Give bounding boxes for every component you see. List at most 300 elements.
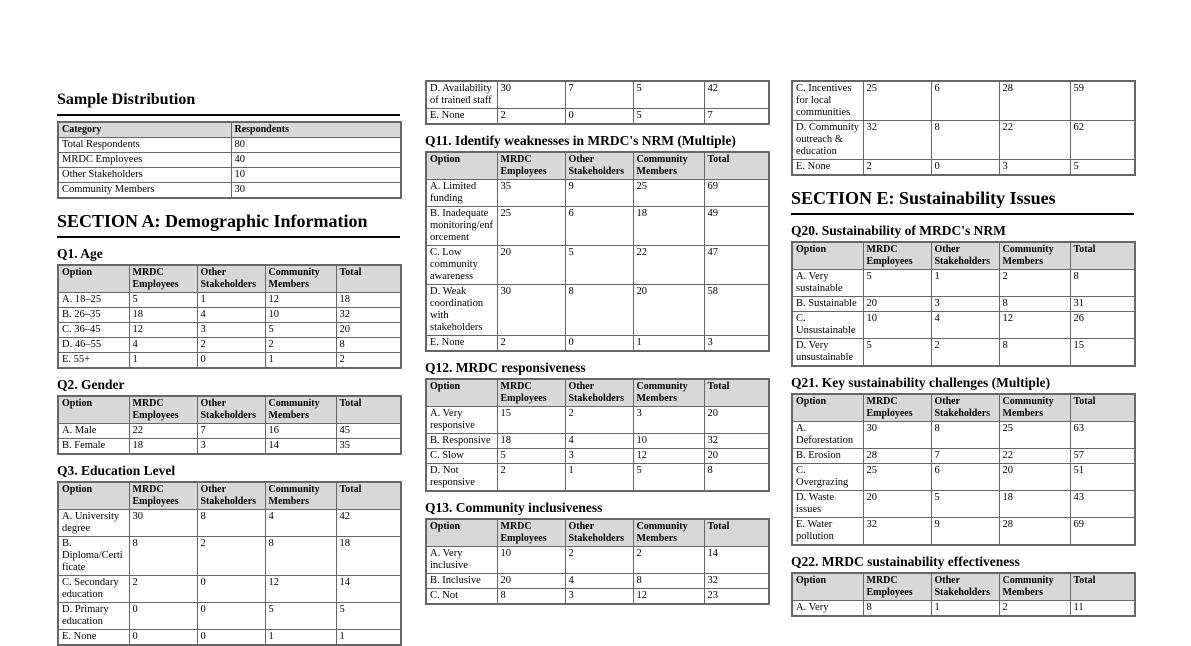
heading-q2-gender: Q2. Gender	[57, 377, 125, 392]
table-cell: 4	[565, 574, 633, 589]
column-header-cell: Other Stakeholders	[565, 519, 633, 547]
table-row	[792, 449, 1135, 464]
table-header-row	[58, 396, 401, 424]
table-row	[58, 308, 401, 323]
table-header-row	[426, 152, 769, 180]
table-cell: Total Respondents	[58, 138, 231, 153]
column-header-cell: Other Stakeholders	[931, 242, 999, 270]
column-header-cell: Community Members	[265, 396, 336, 424]
table-q22-effectiveness	[791, 572, 1136, 617]
table-cell: B. Sustainable	[792, 297, 863, 312]
table-cell: 4	[129, 338, 197, 353]
heading-q20-sustainability: Q20. Sustainability of MRDC's NRM	[791, 223, 1006, 238]
table-cell: 1	[633, 336, 704, 352]
table-row	[58, 353, 401, 369]
table-cell: 6	[931, 464, 999, 491]
table-cell: 59	[1070, 81, 1135, 121]
table-cell: D. Weak coordination with stakeholders	[426, 285, 497, 336]
column-right	[791, 80, 1134, 617]
table-cell: 7	[704, 109, 769, 125]
table-cell: D. Not responsive	[426, 464, 497, 492]
column-header-cell: Total	[704, 379, 769, 407]
table-cell: E. 55+	[58, 353, 129, 369]
table-cell: 32	[863, 518, 931, 546]
table-cell: C. 36–45	[58, 323, 129, 338]
column-header-cell: Community Members	[999, 394, 1070, 422]
table-cell: 1	[265, 353, 336, 369]
table-cell: 20	[704, 449, 769, 464]
table-row	[426, 180, 769, 207]
table-row	[58, 439, 401, 455]
table-cell: 18	[129, 439, 197, 455]
column-header-cell: Other Stakeholders	[197, 396, 265, 424]
table-cell: 18	[336, 537, 401, 576]
table-cell: E. None	[58, 630, 129, 646]
column-header-cell: Other Stakeholders	[931, 394, 999, 422]
table-cell: 6	[931, 81, 999, 121]
table-cell: 2	[931, 339, 999, 367]
table-cell: 10	[863, 312, 931, 339]
table-cell: 5	[633, 81, 704, 109]
table-cell: 5	[633, 464, 704, 492]
table-cell: B. Inclusive	[426, 574, 497, 589]
column-header-cell: Total	[336, 265, 401, 293]
heading-section-e: SECTION E: Sustainability Issues	[791, 188, 1134, 215]
table-cell: C. Unsustainable	[792, 312, 863, 339]
table-row	[792, 270, 1135, 297]
column-header-cell: Total	[336, 396, 401, 424]
table-cell: 2	[197, 338, 265, 353]
table-cell: 2	[197, 537, 265, 576]
table-row	[792, 297, 1135, 312]
table-cell: 1	[197, 293, 265, 308]
column-middle	[425, 80, 768, 605]
table-cell: 3	[999, 160, 1070, 176]
table-cell: B. 26–35	[58, 308, 129, 323]
column-header-cell: Option	[426, 519, 497, 547]
table-cell: 8	[129, 537, 197, 576]
table-row	[792, 312, 1135, 339]
table-cell: 43	[1070, 491, 1135, 518]
heading-q22-effectiveness: Q22. MRDC sustainability effectiveness	[791, 554, 1020, 569]
table-cell: 0	[197, 576, 265, 603]
table-fragment-middle-top	[425, 80, 770, 125]
table-cell: D. Availability of trained staff	[426, 81, 497, 109]
table-q20-sustainability	[791, 241, 1136, 367]
table-cell: 0	[197, 603, 265, 630]
table-cell: 3	[197, 439, 265, 455]
table-cell: 8	[633, 574, 704, 589]
table-cell: D. 46–55	[58, 338, 129, 353]
table-cell: 25	[633, 180, 704, 207]
table-cell: E. Water pollution	[792, 518, 863, 546]
table-row	[426, 407, 769, 434]
heading-q3-education: Q3. Education Level	[57, 463, 176, 478]
table-cell: 30	[129, 510, 197, 537]
table-cell: 5	[1070, 160, 1135, 176]
table-cell: 26	[1070, 312, 1135, 339]
table-cell: B. Inadequate monitoring/enforcement	[426, 207, 497, 246]
table-cell: 8	[999, 339, 1070, 367]
table-cell: 58	[704, 285, 769, 336]
table-cell: 8	[863, 601, 931, 617]
table-cell: 2	[565, 547, 633, 574]
table-cell: 12	[265, 293, 336, 308]
table-row	[792, 81, 1135, 121]
table-cell: 3	[565, 449, 633, 464]
table-cell: B. Responsive	[426, 434, 497, 449]
table-row	[426, 574, 769, 589]
table-cell: 28	[999, 81, 1070, 121]
table-cell: 11	[1070, 601, 1135, 617]
table-cell: 32	[704, 434, 769, 449]
table-cell: C. Overgrazing	[792, 464, 863, 491]
table-row	[58, 168, 401, 183]
table-header-row	[426, 379, 769, 407]
table-cell: 9	[565, 180, 633, 207]
table-cell: B. Female	[58, 439, 129, 455]
table-cell: D. Waste issues	[792, 491, 863, 518]
table-cell: 2	[336, 353, 401, 369]
table-cell: 8	[704, 464, 769, 492]
table-row	[792, 491, 1135, 518]
column-header-cell: MRDC Employees	[129, 396, 197, 424]
table-row	[426, 207, 769, 246]
table-cell: MRDC Employees	[58, 153, 231, 168]
table-cell: 0	[565, 109, 633, 125]
table-cell: 10	[633, 434, 704, 449]
table-row	[58, 630, 401, 646]
table-row	[426, 336, 769, 352]
table-row	[426, 109, 769, 125]
column-header-cell: Option	[792, 242, 863, 270]
table-cell: 47	[704, 246, 769, 285]
table-cell: A. Limited funding	[426, 180, 497, 207]
table-header-row	[792, 242, 1135, 270]
table-cell: A. Male	[58, 424, 129, 439]
heading-q11-weaknesses: Q11. Identify weaknesses in MRDC's NRM (Multiple)	[425, 133, 736, 148]
table-header-row	[58, 482, 401, 510]
column-header-cell: MRDC Employees	[497, 152, 565, 180]
column-header-cell: Other Stakeholders	[565, 379, 633, 407]
table-cell: 30	[497, 81, 565, 109]
table-cell: A. Very sustainable	[792, 270, 863, 297]
table-cell: 20	[633, 285, 704, 336]
table-cell: 30	[497, 285, 565, 336]
column-header-cell: Total	[704, 519, 769, 547]
column-header-cell: Other Stakeholders	[197, 482, 265, 510]
table-cell: 30	[863, 422, 931, 449]
table-cell: B. Diploma/Certificate	[58, 537, 129, 576]
table-cell: 63	[1070, 422, 1135, 449]
table-cell: 18	[129, 308, 197, 323]
column-header-cell: Other Stakeholders	[197, 265, 265, 293]
table-cell: 57	[1070, 449, 1135, 464]
table-row	[426, 464, 769, 492]
table-q3-education	[57, 481, 402, 646]
table-cell: 5	[265, 603, 336, 630]
table-cell: 69	[704, 180, 769, 207]
table-cell: 10	[497, 547, 565, 574]
column-header-cell: Community Members	[633, 152, 704, 180]
table-cell: 20	[863, 297, 931, 312]
table-row	[58, 338, 401, 353]
heading-sample-distribution: Sample Distribution	[57, 91, 400, 116]
table-cell: 35	[497, 180, 565, 207]
table-cell: 8	[265, 537, 336, 576]
table-row	[792, 422, 1135, 449]
table-cell: D. Very unsustainable	[792, 339, 863, 367]
heading-q1-age: Q1. Age	[57, 246, 103, 261]
table-cell: 20	[336, 323, 401, 338]
column-header-cell: Total	[1070, 242, 1135, 270]
table-cell: 2	[999, 601, 1070, 617]
table-cell: 3	[565, 589, 633, 605]
column-header-cell: Option	[792, 573, 863, 601]
table-header-row	[426, 519, 769, 547]
table-cell: A. Very responsive	[426, 407, 497, 434]
table-cell: 5	[336, 603, 401, 630]
table-cell: 4	[931, 312, 999, 339]
table-cell: 0	[129, 630, 197, 646]
table-q2-gender	[57, 395, 402, 455]
column-header-cell: Respondents	[231, 122, 401, 138]
table-cell: 32	[704, 574, 769, 589]
table-cell: 4	[197, 308, 265, 323]
table-cell: 5	[863, 270, 931, 297]
table-row	[58, 293, 401, 308]
table-cell: 20	[863, 491, 931, 518]
table-cell: 0	[565, 336, 633, 352]
table-cell: 4	[265, 510, 336, 537]
table-cell: C. Secondary education	[58, 576, 129, 603]
table-cell: 12	[129, 323, 197, 338]
table-cell: 15	[497, 407, 565, 434]
heading-q21-challenges: Q21. Key sustainability challenges (Multiple)	[791, 375, 1051, 390]
table-cell: 12	[633, 589, 704, 605]
table-cell: 3	[704, 336, 769, 352]
column-header-cell: Community Members	[265, 482, 336, 510]
table-cell: A. Deforestation	[792, 422, 863, 449]
table-cell: 2	[497, 464, 565, 492]
table-row	[58, 138, 401, 153]
column-header-cell: Community Members	[633, 379, 704, 407]
table-cell: 6	[565, 207, 633, 246]
table-cell: 4	[565, 434, 633, 449]
table-cell: 2	[633, 547, 704, 574]
table-cell: 2	[265, 338, 336, 353]
table-cell: E. None	[426, 336, 497, 352]
table-cell: 5	[633, 109, 704, 125]
table-cell: 8	[931, 422, 999, 449]
column-header-cell: Community Members	[999, 242, 1070, 270]
table-cell: 2	[497, 109, 565, 125]
column-header-cell: Total	[1070, 573, 1135, 601]
table-cell: 12	[265, 576, 336, 603]
table-cell: E. None	[792, 160, 863, 176]
table-cell: 62	[1070, 121, 1135, 160]
table-cell: 8	[1070, 270, 1135, 297]
column-header-cell: Category	[58, 122, 231, 138]
table-cell: 22	[633, 246, 704, 285]
table-fragment-right-top	[791, 80, 1136, 176]
table-cell: A. 18–25	[58, 293, 129, 308]
table-cell: 20	[497, 574, 565, 589]
table-cell: 14	[265, 439, 336, 455]
table-cell: 2	[129, 576, 197, 603]
table-row	[58, 576, 401, 603]
table-cell: 3	[931, 297, 999, 312]
table-row	[58, 153, 401, 168]
column-header-cell: Option	[792, 394, 863, 422]
table-cell: 25	[863, 81, 931, 121]
column-header-cell: Option	[58, 482, 129, 510]
table-cell: 40	[231, 153, 401, 168]
table-cell: 20	[999, 464, 1070, 491]
table-cell: 1	[931, 270, 999, 297]
table-cell: 14	[336, 576, 401, 603]
table-cell: 5	[265, 323, 336, 338]
table-cell: 5	[565, 246, 633, 285]
column-header-cell: Option	[426, 152, 497, 180]
table-cell: D. Community outreach & education	[792, 121, 863, 160]
table-cell: 22	[999, 121, 1070, 160]
table-cell: 69	[1070, 518, 1135, 546]
table-cell: 0	[931, 160, 999, 176]
table-cell: 5	[497, 449, 565, 464]
table-cell: 8	[999, 297, 1070, 312]
table-cell: 35	[336, 439, 401, 455]
table-cell: 18	[633, 207, 704, 246]
table-q11-weaknesses	[425, 151, 770, 352]
table-cell: C. Low community awareness	[426, 246, 497, 285]
table-cell: 32	[863, 121, 931, 160]
column-header-cell: MRDC Employees	[129, 265, 197, 293]
table-cell: 8	[197, 510, 265, 537]
table-cell: 8	[336, 338, 401, 353]
table-cell: 30	[231, 183, 401, 199]
table-cell: 20	[704, 407, 769, 434]
table-cell: 1	[931, 601, 999, 617]
table-cell: 28	[999, 518, 1070, 546]
table-cell: Other Stakeholders	[58, 168, 231, 183]
table-row	[792, 518, 1135, 546]
table-cell: 25	[999, 422, 1070, 449]
column-header-cell: MRDC Employees	[863, 394, 931, 422]
heading-q13-inclusiveness: Q13. Community inclusiveness	[425, 500, 603, 515]
table-cell: 7	[931, 449, 999, 464]
table-row	[792, 464, 1135, 491]
column-header-cell: MRDC Employees	[497, 519, 565, 547]
column-left	[57, 91, 400, 646]
column-header-cell: MRDC Employees	[863, 573, 931, 601]
table-row	[58, 424, 401, 439]
table-header-row	[792, 394, 1135, 422]
table-cell: 1	[129, 353, 197, 369]
table-cell: 23	[704, 589, 769, 605]
column-header-cell: Option	[58, 396, 129, 424]
table-cell: B. Erosion	[792, 449, 863, 464]
table-cell: 2	[999, 270, 1070, 297]
table-q1-age	[57, 264, 402, 369]
table-cell: 16	[265, 424, 336, 439]
table-cell: 3	[633, 407, 704, 434]
table-cell: 2	[565, 407, 633, 434]
table-cell: 2	[863, 160, 931, 176]
column-header-cell: Total	[1070, 394, 1135, 422]
table-cell: 15	[1070, 339, 1135, 367]
table-row	[426, 81, 769, 109]
column-header-cell: Community Members	[999, 573, 1070, 601]
table-row	[58, 537, 401, 576]
table-cell: 31	[1070, 297, 1135, 312]
table-cell: C. Slow	[426, 449, 497, 464]
column-header-cell: Other Stakeholders	[565, 152, 633, 180]
table-cell: 1	[265, 630, 336, 646]
column-header-cell: Total	[704, 152, 769, 180]
table-cell: 1	[565, 464, 633, 492]
table-cell: 45	[336, 424, 401, 439]
table-cell: 10	[265, 308, 336, 323]
table-cell: 5	[931, 491, 999, 518]
table-cell: 25	[863, 464, 931, 491]
table-cell: 42	[704, 81, 769, 109]
table-cell: A. University degree	[58, 510, 129, 537]
table-cell: 22	[999, 449, 1070, 464]
table-q21-challenges	[791, 393, 1136, 546]
table-cell: 0	[197, 630, 265, 646]
table-cell: 0	[129, 603, 197, 630]
table-cell: 49	[704, 207, 769, 246]
table-cell: 25	[497, 207, 565, 246]
table-cell: 8	[931, 121, 999, 160]
table-cell: 7	[197, 424, 265, 439]
table-cell: A. Very inclusive	[426, 547, 497, 574]
table-header-row	[58, 122, 401, 138]
table-cell: 1	[336, 630, 401, 646]
table-cell: 8	[497, 589, 565, 605]
table-cell: D. Primary education	[58, 603, 129, 630]
table-row	[58, 510, 401, 537]
table-row	[426, 434, 769, 449]
table-cell: C. Not	[426, 589, 497, 605]
table-cell: 12	[633, 449, 704, 464]
table-q12-responsiveness	[425, 378, 770, 492]
table-cell: E. None	[426, 109, 497, 125]
table-cell: 0	[197, 353, 265, 369]
column-header-cell: MRDC Employees	[497, 379, 565, 407]
table-cell: 80	[231, 138, 401, 153]
table-cell: 12	[999, 312, 1070, 339]
table-cell: 5	[863, 339, 931, 367]
table-cell: 8	[565, 285, 633, 336]
table-cell: 3	[197, 323, 265, 338]
table-row	[58, 603, 401, 630]
table-cell: 18	[497, 434, 565, 449]
table-row	[792, 160, 1135, 176]
table-header-row	[58, 265, 401, 293]
table-cell: 9	[931, 518, 999, 546]
table-row	[792, 601, 1135, 617]
table-row	[58, 323, 401, 338]
column-header-cell: Community Members	[633, 519, 704, 547]
column-header-cell: MRDC Employees	[129, 482, 197, 510]
column-header-cell: Option	[426, 379, 497, 407]
table-cell: Community Members	[58, 183, 231, 199]
table-row	[792, 339, 1135, 367]
heading-section-a: SECTION A: Demographic Information	[57, 211, 400, 238]
table-row	[58, 183, 401, 199]
